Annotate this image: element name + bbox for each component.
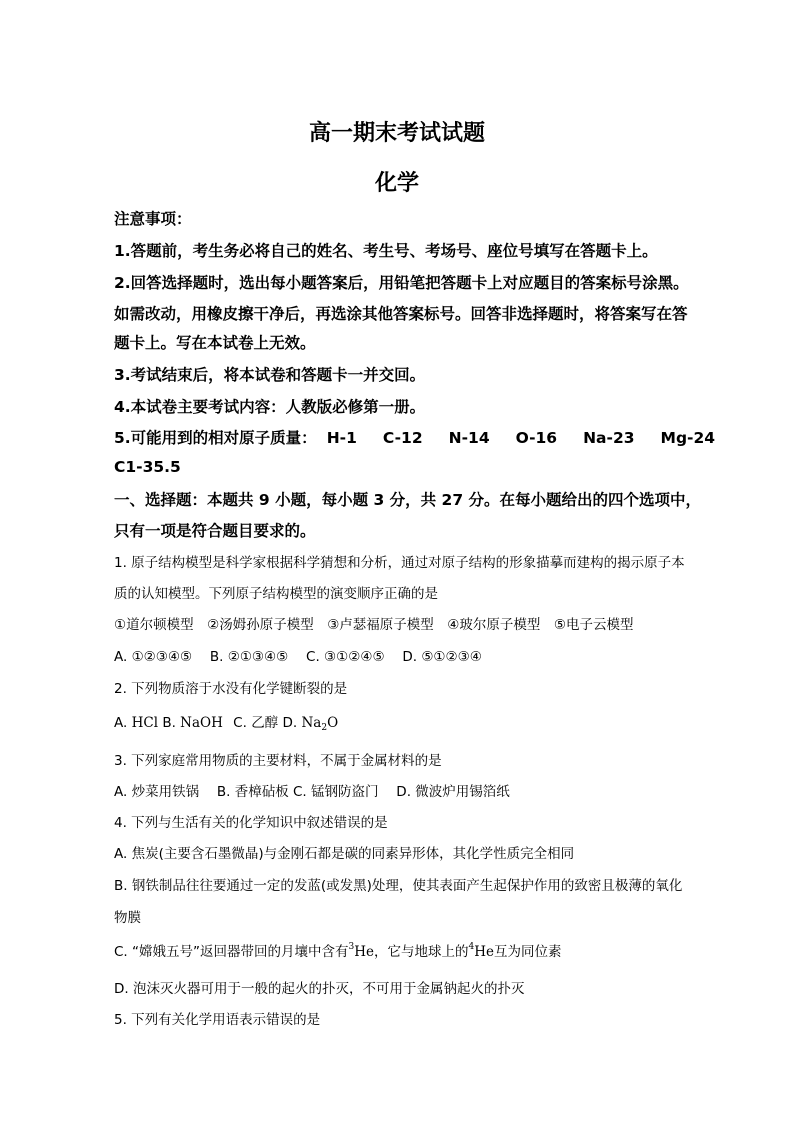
q1-models: ①道尔顿模型 ②汤姆孙原子模型 ③卢瑟福原子模型 ④玻尔原子模型 ⑤电子云模型 [114, 617, 634, 633]
atomic-mass-n: N-14 [448, 429, 490, 447]
atomic-mass-label: 5.可能用到的相对原子质量： [114, 429, 317, 447]
q3-stem: 3. 下列家庭常用物质的主要材料，不属于金属材料的是 [114, 753, 442, 769]
notice-item-5 [114, 426, 715, 448]
q3-options: A. 炒菜用铁锅 B. 香樟砧板 C. 锰钢防盗门 D. 微波炉用锡箔纸 [114, 784, 510, 800]
section-1-heading-line-1: 一、选择题：本题共 9 小题，每小题 3 分，共 27 分。在每小题给出的四个选项中， [114, 491, 702, 509]
q4-option-b-line-2: 物膜 [114, 910, 141, 926]
q2-option-d-label: D. [282, 715, 298, 731]
q2-stem: 2. 下列物质溶于水没有化学键断裂的是 [114, 681, 348, 697]
atomic-mass-cl: C1-35.5 [114, 458, 181, 476]
atomic-mass-na: Na-23 [583, 429, 635, 447]
q1-stem-line-1: 1. 原子结构模型是科学家根据科学猜想和分析，通过对原子结构的形象描摹而建构的揭示原子本 [114, 555, 685, 571]
notice-item-2-line-2: 如需改动，用橡皮擦干净后，再选涂其他答案标号。回答非选择题时，将答案写在答 [114, 305, 688, 323]
exam-title: 高一期末考试试题 [308, 120, 485, 146]
q4-option-b-line-1: B. 钢铁制品往往要通过一定的发蓝(或发黑)处理，使其表面产生起保护作用的致密且极薄的氧化 [114, 878, 683, 894]
q2-option-a-label: A. [114, 715, 128, 731]
q2-option-b: NaOH [180, 715, 223, 731]
q2-option-a: HCl [131, 715, 159, 731]
q1-stem-line-2: 质的认知模型。下列原子结构模型的演变顺序正确的是 [114, 586, 438, 602]
q4-stem: 4. 下列与生活有关的化学知识中叙述错误的是 [114, 815, 388, 831]
q4-option-d: D. 泡沫灭火器可用于一般的起火的扑灭，不可用于金属钠起火的扑灭 [114, 981, 525, 997]
q2-option-d: $Na_2O$ [301, 715, 339, 733]
q2-option-c: 乙醇 [251, 715, 279, 731]
notice-heading: 注意事项： [114, 210, 192, 228]
subject-title: 化学 [374, 170, 419, 196]
q5-stem: 5. 下列有关化学用语表示错误的是 [114, 1012, 321, 1028]
q4-option-c: C. “嫦娥五号”返回器带回的月壤中含有$^3$He，它与地球上的$^4$He互为同位素 [114, 942, 562, 960]
q1-options: A. ①②③④⑤ B. ②①③④⑤ C. ③①②④⑤ D. ⑤①②③④ [114, 649, 482, 665]
notice-item-3: 3.考试结束后，将本试卷和答题卡一并交回。 [114, 366, 426, 384]
q2-option-b-label: B. [162, 715, 176, 731]
notice-item-2-line-1: 2.回答选择题时，选出每小题答案后，用铅笔把答题卡上对应题目的答案标号涂黑。 [114, 274, 689, 292]
q4-option-a: A. 焦炭(主要含石墨微晶)与金刚石都是碳的同素异形体，其化学性质完全相同 [114, 846, 575, 862]
q2-option-c-label: C. [233, 715, 247, 731]
notice-item-1: 1.答题前，考生务必将自己的姓名、考生号、考场号、座位号填写在答题卡上。 [114, 242, 658, 260]
atomic-mass-c: C-12 [382, 429, 423, 447]
section-1-heading-line-2: 只有一项是符合题目要求的。 [114, 522, 316, 540]
atomic-mass-mg: Mg-24 [660, 429, 716, 447]
atomic-mass-h: H-1 [326, 429, 357, 447]
notice-item-2-line-3: 题卡上。写在本试卷上无效。 [114, 334, 316, 352]
atomic-mass-o: O-16 [515, 429, 558, 447]
notice-item-4: 4.本试卷主要考试内容：人教版必修第一册。 [114, 398, 426, 416]
q2-options [114, 711, 338, 733]
